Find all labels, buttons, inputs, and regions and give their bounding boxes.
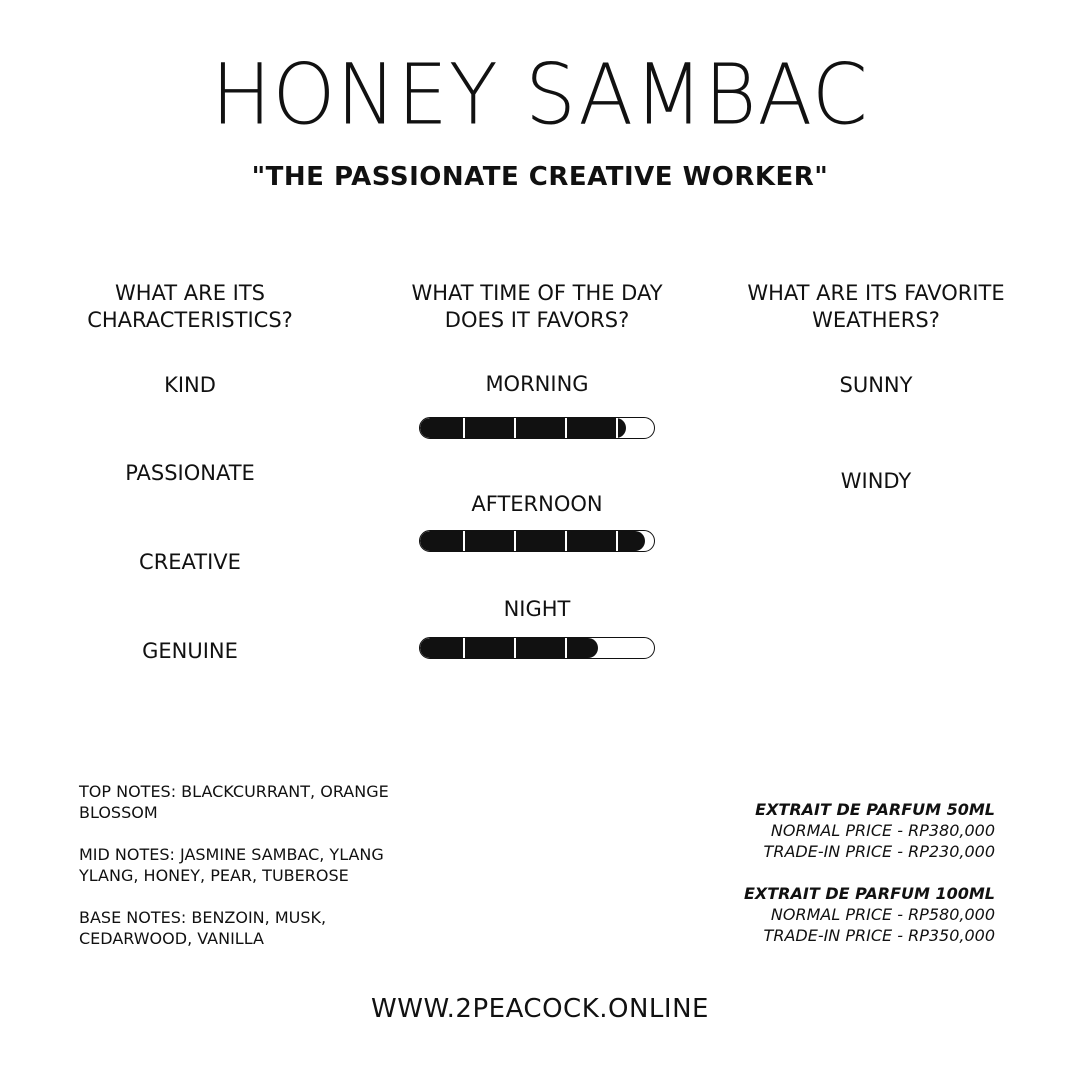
weathers-heading <box>726 280 1026 334</box>
time-of-day-heading-line1: WHAT TIME OF THE DAY <box>411 281 663 305</box>
normal-price: NORMAL PRICE - RP580,000 <box>770 905 995 924</box>
characteristics-heading-line2: CHARACTERISTICS? <box>87 308 293 332</box>
weather-item: WINDY <box>840 469 912 493</box>
bar-divider <box>616 531 618 551</box>
price-group-50ml <box>655 799 995 862</box>
weather-item: SUNNY <box>839 373 913 397</box>
bar-divider <box>514 418 516 438</box>
bar-divider <box>565 418 567 438</box>
price-group-100ml <box>655 883 995 946</box>
bar-divider <box>616 638 618 658</box>
fragrance-notes <box>79 781 429 970</box>
normal-price: NORMAL PRICE - RP380,000 <box>770 821 995 840</box>
bar-divider <box>565 531 567 551</box>
afternoon-level-bar <box>419 530 655 552</box>
afternoon-level-fill <box>420 531 645 551</box>
characteristic-item: KIND <box>164 373 216 397</box>
product-title: HONEY SAMBAC <box>211 45 869 144</box>
bar-divider <box>514 638 516 658</box>
bar-divider <box>463 638 465 658</box>
website-link[interactable]: WWW.2PEACOCK.ONLINE <box>371 994 709 1024</box>
bar-divider <box>565 638 567 658</box>
time-label-morning: MORNING <box>485 372 589 396</box>
tradein-price: TRADE-IN PRICE - RP230,000 <box>763 842 995 861</box>
weathers-heading-line1: WHAT ARE ITS FAVORITE <box>747 281 1005 305</box>
time-of-day-heading-line2: DOES IT FAVORS? <box>444 308 630 332</box>
product-tagline: "THE PASSIONATE CREATIVE WORKER" <box>251 162 829 192</box>
base-notes: BASE NOTES: BENZOIN, MUSK, CEDARWOOD, VANILLA <box>79 908 327 948</box>
night-level-bar <box>419 637 655 659</box>
top-notes: TOP NOTES: BLACKCURRANT, ORANGE BLOSSOM <box>79 782 389 822</box>
time-of-day-heading <box>387 280 687 334</box>
characteristic-item: PASSIONATE <box>125 461 255 485</box>
time-label-night: NIGHT <box>503 597 571 621</box>
time-label-afternoon: AFTERNOON <box>471 492 603 516</box>
bar-divider <box>463 531 465 551</box>
night-level-fill <box>420 638 598 658</box>
price-list <box>655 799 995 967</box>
morning-level-fill <box>420 418 626 438</box>
weathers-heading-line2: WEATHERS? <box>812 308 940 332</box>
characteristics-heading <box>60 280 320 334</box>
product-size-name: EXTRAIT DE PARFUM 100ML <box>744 884 995 903</box>
characteristic-item: CREATIVE <box>139 550 241 574</box>
tradein-price: TRADE-IN PRICE - RP350,000 <box>763 926 995 945</box>
product-size-name: EXTRAIT DE PARFUM 50ML <box>755 800 995 819</box>
bar-divider <box>514 531 516 551</box>
bar-divider <box>616 418 618 438</box>
morning-level-bar <box>419 417 655 439</box>
mid-notes: MID NOTES: JASMINE SAMBAC, YLANG YLANG, HONEY, PEAR, TUBEROSE <box>79 845 384 885</box>
bar-divider <box>463 418 465 438</box>
characteristics-heading-line1: WHAT ARE ITS <box>114 281 266 305</box>
characteristic-item: GENUINE <box>142 639 238 663</box>
